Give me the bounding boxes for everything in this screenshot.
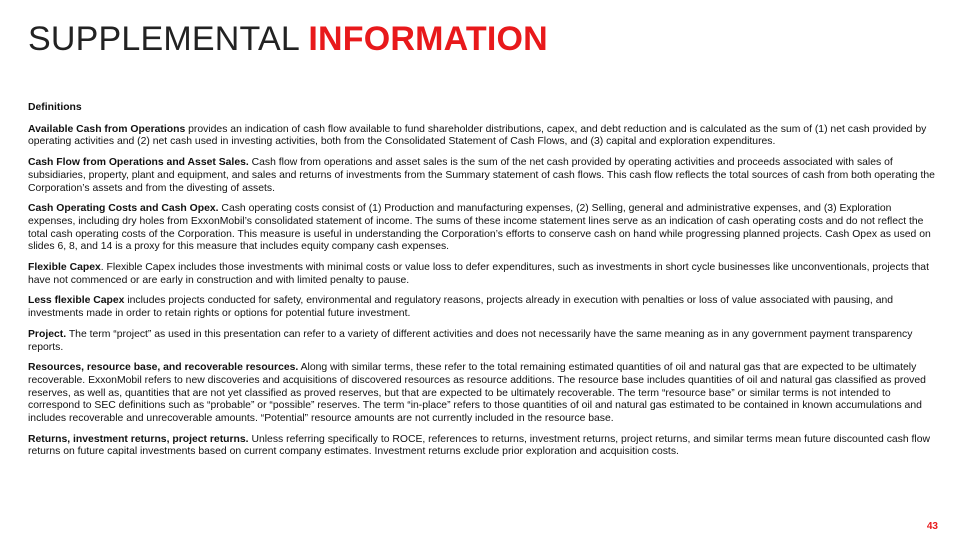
definition-text: Cash flow from operations and asset sales is the sum of the net cash provided by operating activities and proceeds associated with sales of subsidiaries, property, plant and equipment, and sales and returns of investments from the Summary statement of cash flows. This cash flow reflects the total sources of cash from both operating the Corporation’s assets and from the divesting of assets. (28, 157, 935, 194)
definition-term: Less flexible Capex (28, 295, 125, 307)
definition-term: Resources, resource base, and recoverable resources. (28, 362, 299, 374)
definition-less-flexible-capex (28, 295, 936, 320)
definition-term: Project. (28, 328, 67, 340)
definition-text: Cash operating costs consist of (1) Production and manufacturing expenses, (2) Selling, general and administrative expenses, and (3) Exploration expenses, including dry holes from ExxonMobil’s consolidated statement of income. The sums of these income statement lines serve as an indication of cash operating costs and do not reflect the total cash operating costs of the Corporation. This measure is useful in understanding the Corporation’s efforts to conserve cash on hand while progressing planned projects. Cash Opex as used on slides 6, 8, and 14 is a proxy for this measure that includes equity company cash expenses. (28, 203, 931, 253)
definition-term: Cash Operating Costs and Cash Opex. (28, 203, 219, 215)
definitions-section (28, 102, 936, 467)
definition-term: Returns, investment returns, project returns. (28, 433, 249, 445)
definition-returns (28, 434, 936, 459)
definition-cash-operating-costs (28, 203, 936, 254)
definition-term: Available Cash from Operations (28, 123, 186, 135)
definition-text: The term “project” as used in this presentation can refer to a variety of different activities and does not necessarily have the same meaning as in any government payment transparency reports. (28, 328, 913, 353)
definition-text: . Flexible Capex includes those investments with minimal costs or value loss to defer expenditures, such as investments in short cycle businesses like unconventionals, projects that have not commenced or are early in construction and with limited penalty to pause. (28, 262, 929, 286)
definition-term: Flexible Capex (28, 262, 101, 274)
definition-flexible-capex (28, 262, 936, 287)
definition-text: Along with similar terms, these refer to the total remaining estimated quantities of oil and natural gas that are expected to be ultimately recoverable. ExxonMobil refers to new discoveries and acquisitions of discovered resources as resource additions. The resource base includes quantities of oil and natural gas classified as proved reserves, as well as, quantities that are not yet classified as proved reserves, but that are expected to be ultimately recoverable. The term “resource base” or similar terms is not intended to correspond to SEC definitions such as “probable” or “possible” reserves. The term “in-place” refers to those quantities of oil and natural gas estimated to be contained in known accumulations and includes recoverable and unrecoverable amounts. “Potential” resource amounts are not currently included in the resource base. (28, 362, 926, 425)
definition-cash-flow-asset-sales (28, 157, 936, 195)
page-title (28, 18, 548, 60)
definitions-heading: Definitions (28, 102, 82, 113)
page-title-light: SUPPLEMENTAL (28, 20, 309, 58)
definition-available-cash (28, 124, 936, 149)
definition-resources (28, 362, 936, 426)
definition-text: Unless referring specifically to ROCE, references to returns, investment returns, project returns, and similar terms mean future discounted cash flow returns on future capital investments based on current company estimates. Investment returns exclude prior exploration and acquisition costs. (28, 433, 931, 458)
definition-text: includes projects conducted for safety, environmental and regulatory reasons, projects already in execution with penalties or loss of value associated with pausing, and investments made in order to retain rights or options for potential future investment. (28, 295, 894, 320)
page-title-accent: INFORMATION (308, 20, 548, 58)
definition-term: Cash Flow from Operations and Asset Sales. (28, 157, 249, 169)
definition-project (28, 329, 936, 354)
page-number: 43 (926, 521, 938, 532)
definition-text: provides an indication of cash flow available to fund shareholder distributions, capex, and debt reduction and is calculated as the sum of (1) net cash provided by operating activities and (2) net cash used in investing activities, both from the Consolidated Statement of Cash Flows, and (3) capital and exploration expenditures. (28, 123, 927, 148)
